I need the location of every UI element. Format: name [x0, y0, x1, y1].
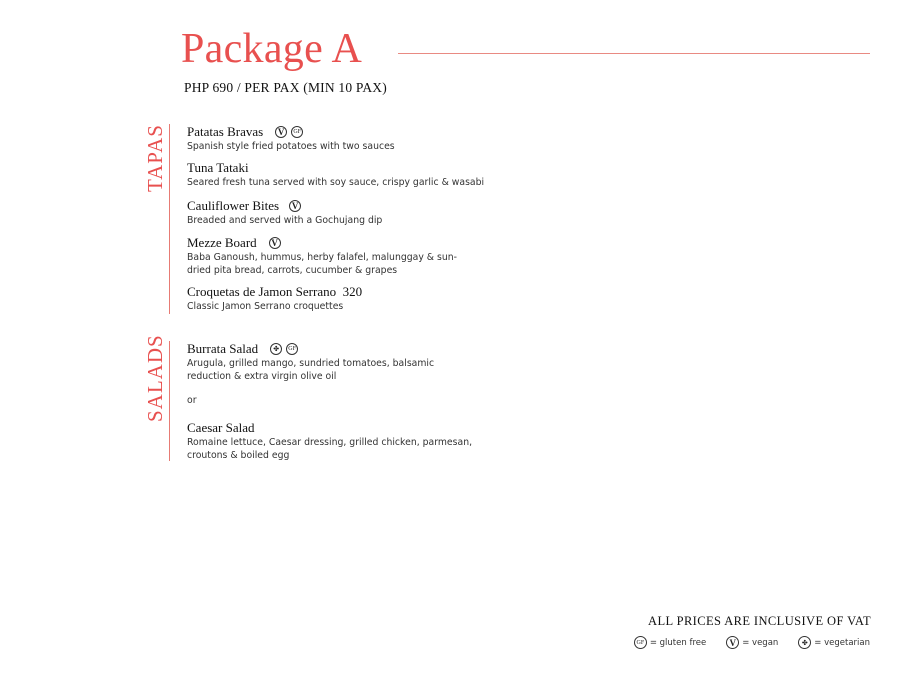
gluten-free-icon: GF — [286, 343, 298, 355]
item-description: Spanish style fried potatoes with two sauces — [187, 141, 395, 152]
menu-item-mezze-board — [187, 235, 477, 277]
vegan-icon: V — [726, 636, 739, 649]
section-label-tapas: TAPAS — [143, 124, 167, 192]
vat-note: ALL PRICES ARE INCLUSIVE OF VAT — [648, 614, 871, 628]
vegan-icon: V — [289, 200, 301, 212]
legend-label: = vegan — [742, 637, 779, 648]
item-description: Romaine lettuce, Caesar dressing, grilled chicken, parmesan, croutons & boiled egg — [187, 437, 473, 461]
title-divider — [398, 53, 870, 54]
section-line-tapas — [169, 124, 170, 314]
menu-item-burrata-salad — [187, 341, 457, 383]
vegetarian-icon: ✤ — [270, 343, 282, 355]
vegetarian-icon: ✤ — [798, 636, 811, 649]
gluten-free-icon: GF — [291, 126, 303, 138]
item-name: Mezze Board — [187, 235, 257, 250]
legend-vegetarian — [798, 636, 870, 649]
package-price: PHP 690 / PER PAX (MIN 10 PAX) — [184, 80, 387, 95]
item-description: Seared fresh tuna served with soy sauce, crispy garlic & wasabi — [187, 177, 485, 188]
menu-item-cauliflower-bites — [187, 198, 487, 228]
vegan-icon: V — [269, 237, 281, 249]
section-label-salads: SALADS — [143, 334, 167, 422]
section-line-salads — [169, 341, 170, 461]
legend-vegan — [726, 636, 778, 649]
menu-item-croquetas — [187, 284, 487, 314]
item-description: Breaded and served with a Gochujang dip — [187, 215, 383, 226]
item-description: Baba Ganoush, hummus, herby falafel, malunggay & sun-dried pita bread, carrots, cucumber & grapes — [187, 252, 457, 276]
item-description: Classic Jamon Serrano croquettes — [187, 301, 344, 312]
legend-label: = gluten free — [649, 637, 707, 648]
item-name: Patatas Bravas — [187, 124, 264, 139]
menu-item-tuna-tataki — [187, 160, 487, 190]
legend-gluten-free — [634, 636, 706, 649]
dietary-legend — [634, 636, 870, 649]
item-name: Tuna Tataki — [187, 160, 249, 175]
package-title: Package A — [181, 26, 363, 72]
gluten-free-icon: GF — [634, 636, 647, 649]
item-name: Cauliflower Bites — [187, 198, 280, 213]
legend-label: = vegetarian — [814, 637, 870, 648]
item-name: Burrata Salad — [187, 341, 259, 356]
menu-item-caesar-salad — [187, 420, 487, 462]
item-name: Croquetas de Jamon Serrano 320 — [187, 284, 363, 299]
item-name: Caesar Salad — [187, 420, 255, 435]
salad-choice-separator: or — [187, 395, 197, 406]
vegan-icon: V — [275, 126, 287, 138]
menu-item-patatas-bravas — [187, 124, 487, 154]
item-description: Arugula, grilled mango, sundried tomatoes, balsamic reduction & extra virgin olive oil — [187, 358, 435, 382]
